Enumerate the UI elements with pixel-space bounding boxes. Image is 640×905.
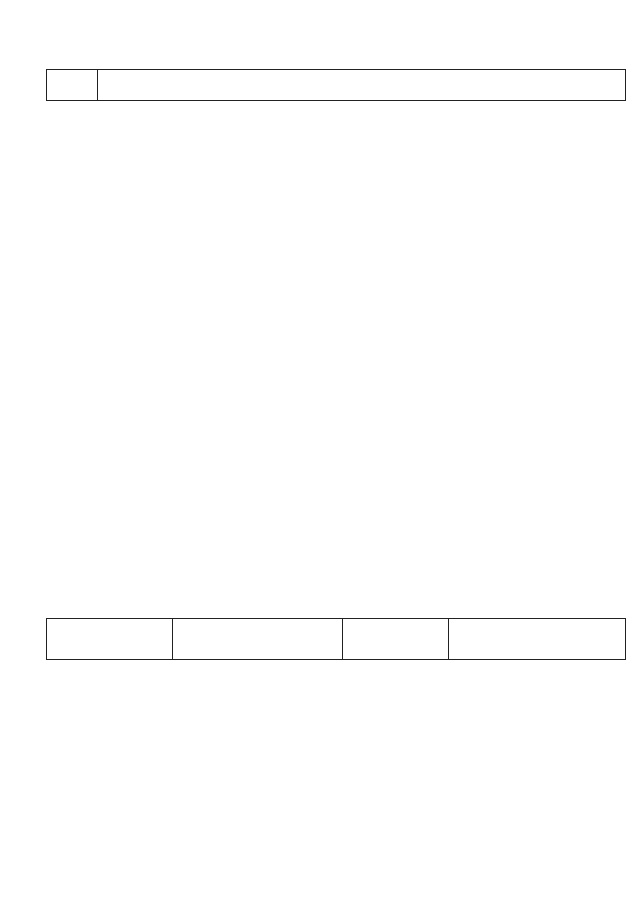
- hot-water-tariff-table: [46, 618, 626, 660]
- section-title: [97, 70, 625, 101]
- tariff-table: [46, 69, 626, 101]
- footnote: [66, 327, 622, 339]
- header-type: [173, 619, 343, 660]
- header-norm: [343, 619, 449, 660]
- section-number: [47, 70, 98, 101]
- header-source: [47, 619, 173, 660]
- header-tariff: [449, 619, 626, 660]
